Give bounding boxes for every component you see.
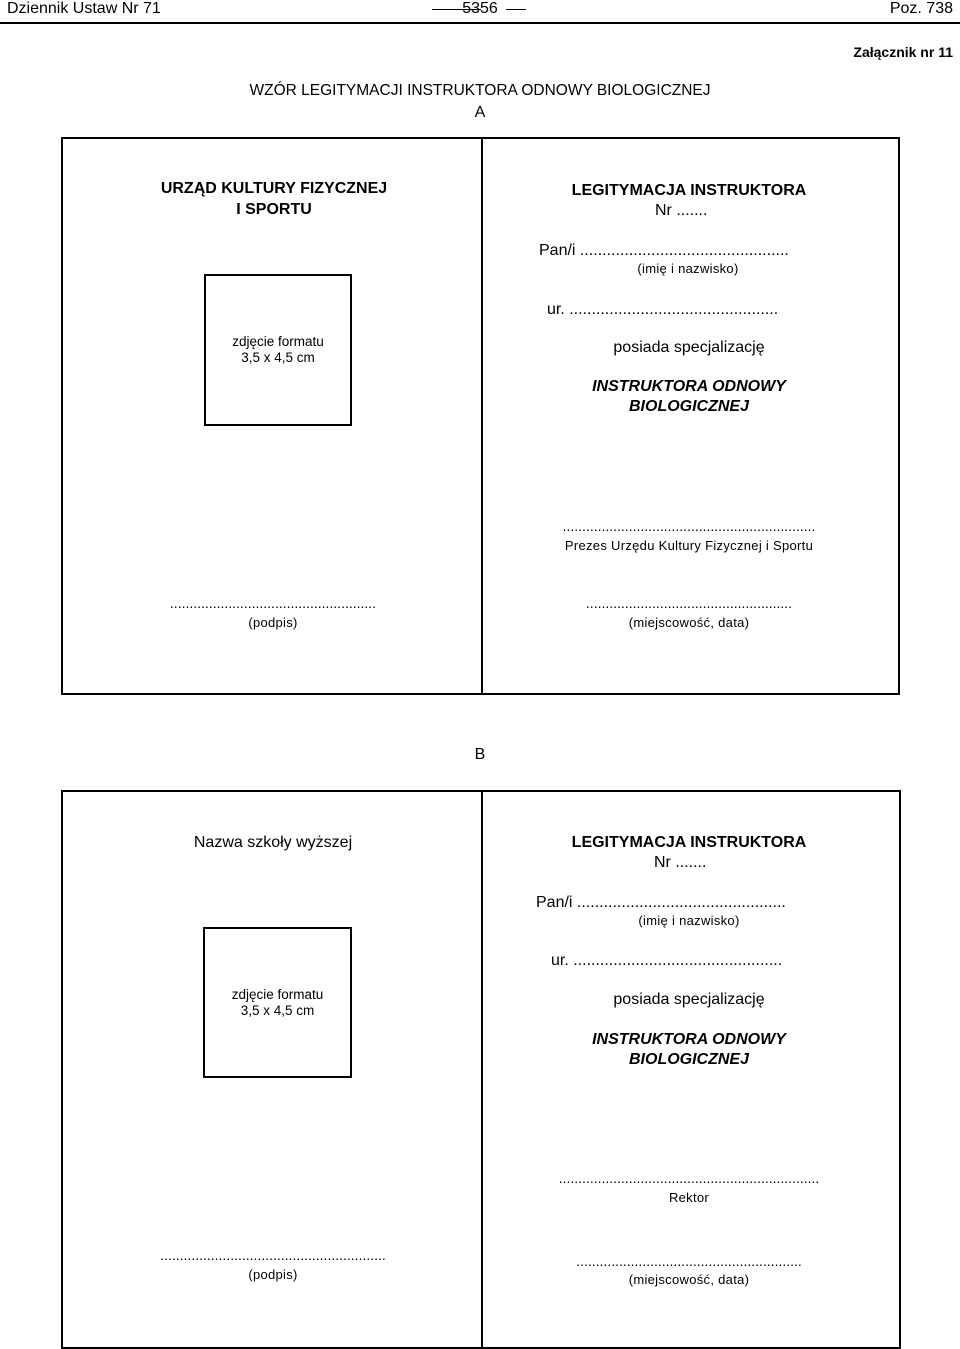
position-number: Poz. 738	[889, 0, 953, 17]
card-a-spec-line2: BIOLOGICZNEJ	[628, 398, 750, 415]
card-a-number: Nr .......	[655, 202, 708, 219]
page-number: 5356	[462, 0, 498, 17]
card-b-place-caption: (miejscowość, data)	[628, 1272, 750, 1287]
card-b-signature-caption: (podpis)	[248, 1267, 298, 1282]
card-b-issuer-sign-dots: ...................................................................	[558, 1170, 820, 1186]
card-b-signature-dots: ..........................................................	[160, 1247, 386, 1263]
card-a-divider	[481, 137, 483, 695]
card-b-issuer-sign-caption: Rektor	[668, 1190, 710, 1205]
card-a-has-spec: posiada specjalizację	[613, 339, 765, 356]
card-a-issuer-sign-caption: Prezes Urzędu Kultury Fizycznej i Sportu	[564, 538, 814, 553]
card-a-photo-line1: zdjęcie formatu	[232, 334, 324, 349]
section-label-b: B	[474, 746, 486, 763]
annex-label: Załącznik nr 11	[853, 44, 953, 60]
card-b-issuer: Nazwa szkoły wyższej	[193, 834, 353, 851]
card-a-signature-dots: .....................................................	[169, 595, 377, 611]
document-title: WZÓR LEGITYMACJI INSTRUKTORA ODNOWY BIOLOGICZNEJ	[249, 82, 711, 99]
card-a-photo-line2: 3,5 x 4,5 cm	[241, 350, 315, 365]
card-a-spec-line1: INSTRUKTORA ODNOWY	[592, 378, 786, 395]
card-a-photo-placeholder	[204, 274, 352, 426]
section-label-a: A	[474, 104, 486, 121]
card-b-has-spec: posiada specjalizację	[613, 991, 765, 1008]
card-a-place-dots: .....................................................	[585, 595, 793, 611]
card-b-name-caption: (imię i nazwisko)	[638, 913, 740, 928]
card-a-signature-caption: (podpis)	[248, 615, 298, 630]
journal-title: Dziennik Ustaw Nr 71	[7, 0, 161, 17]
card-b-place-dots: ..........................................................	[576, 1253, 802, 1269]
card-b-number: Nr .......	[654, 854, 707, 871]
card-a-birth-field: ur. ...............................................	[547, 301, 779, 318]
card-b-birth-field: ur. ...............................................	[551, 952, 783, 969]
card-a-heading: LEGITYMACJA INSTRUKTORA	[571, 182, 807, 199]
card-a-name-caption: (imię i nazwisko)	[637, 261, 739, 276]
card-a-issuer-line1: URZĄD KULTURY FIZYCZNEJ	[160, 180, 388, 197]
card-a-issuer-sign-dots: .................................................................	[562, 518, 816, 534]
card-b-spec-line2: BIOLOGICZNEJ	[628, 1051, 750, 1068]
card-b-divider	[481, 790, 483, 1349]
header-dash-right	[506, 9, 526, 10]
card-a-name-field: Pan/i ...............................................	[539, 242, 789, 259]
card-a-issuer-line2: I SPORTU	[236, 201, 312, 218]
card-b-photo-placeholder	[203, 927, 352, 1078]
card-b-heading: LEGITYMACJA INSTRUKTORA	[571, 834, 807, 851]
card-a-place-caption: (miejscowość, data)	[628, 615, 750, 630]
card-b-name-field: Pan/i ...............................................	[536, 894, 786, 911]
card-b-photo-line1: zdjęcie formatu	[231, 986, 324, 1002]
card-b-spec-line1: INSTRUKTORA ODNOWY	[592, 1031, 786, 1048]
card-b-photo-line2: 3,5 x 4,5 cm	[240, 1002, 315, 1018]
header-rule	[0, 22, 960, 24]
